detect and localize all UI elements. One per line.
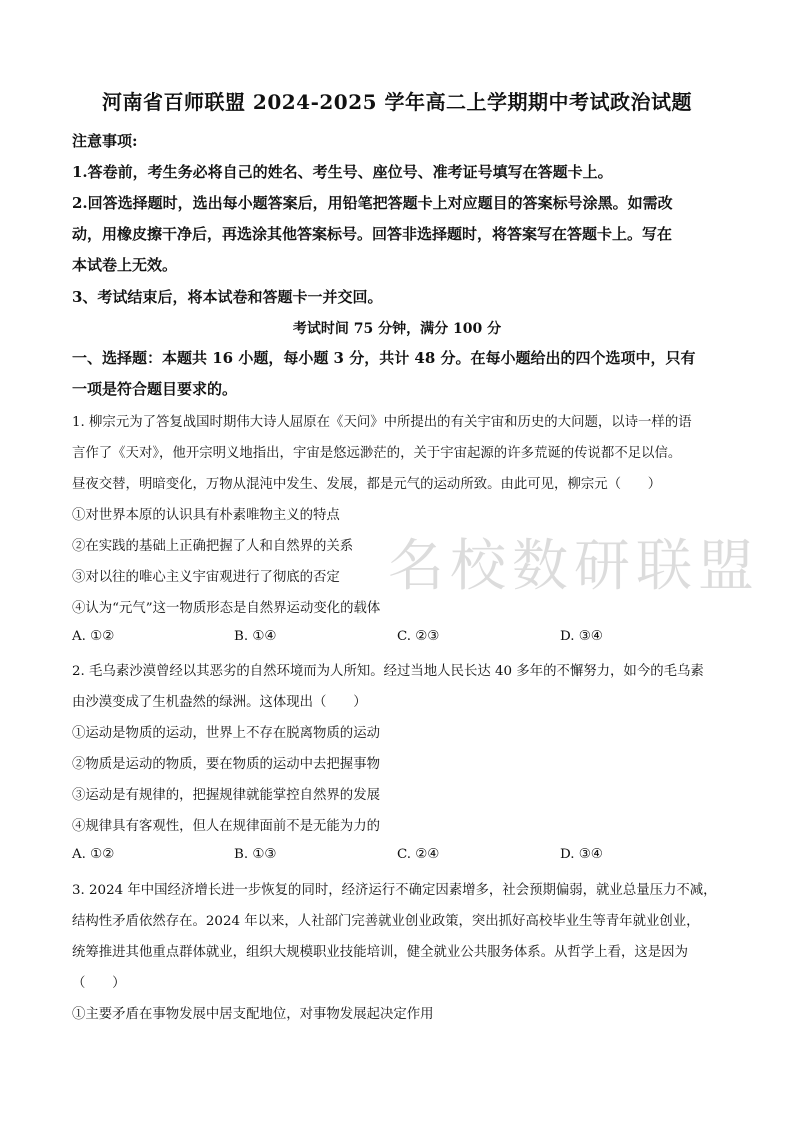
- option-a[interactable]: A. ①②: [72, 629, 115, 644]
- notice-item: 2.回答选择题时，选出每小题答案后，用铅笔把答题卡上对应题目的答案标号涂黑。如需改: [72, 194, 673, 212]
- question-stem: 统筹推进其他重点群体就业，组织大规模职业技能培训，健全就业公共服务体系。从哲学上看，这是因为: [72, 945, 688, 960]
- question-stem: 3. 2024 年中国经济增长进一步恢复的同时，经济运行不确定因素增多，社会预期偏弱，就业总量压力不减，: [72, 883, 717, 898]
- page-title: 河南省百师联盟 2024-2025 学年高二上学期期中考试政治试题: [101, 90, 693, 114]
- statement: ③对以往的唯心主义宇宙观进行了彻底的否定: [72, 570, 340, 585]
- statement: ④认为“元气”这一物质形态是自然界运动变化的载体: [72, 601, 381, 616]
- question-stem: 由沙漠变成了生机盎然的绿洲。这体现出（ ）: [72, 695, 367, 710]
- statement: ④规律具有客观性，但人在规律面前不是无能为力的: [72, 819, 380, 834]
- notice-item: 1.答卷前，考生务必将自己的姓名、考生号、座位号、准考证号填写在答题卡上。: [72, 163, 613, 181]
- watermark: 名校数研联盟: [388, 534, 760, 599]
- question-stem: 结构性矛盾依然存在。2024 年以来，人社部门完善就业创业政策，突出抓好高校毕业生等青年就业创业，: [72, 914, 700, 929]
- option-a[interactable]: A. ①②: [72, 847, 115, 862]
- statement: ③运动是有规律的，把握规律就能掌控自然界的发展: [72, 788, 380, 803]
- notice-heading: 注意事项:: [72, 132, 138, 150]
- statement: ①运动是物质的运动，世界上不存在脱离物质的运动: [72, 726, 380, 741]
- option-c[interactable]: C. ②③: [397, 629, 440, 644]
- question-stem: 2. 毛乌素沙漠曾经以其恶劣的自然环境而为人所知。经过当地人民长达 40 多年的不懈努力，如今的毛乌素: [72, 664, 704, 679]
- statement: ②物质是运动的物质，要在物质的运动中去把握事物: [72, 757, 380, 772]
- statement: ①主要矛盾在事物发展中居支配地位，对事物发展起决定作用: [72, 1007, 434, 1022]
- notice-item: 动，用橡皮擦干净后，再选涂其他答案标号。回答非选择题时，将答案写在答题卡上。写在: [72, 225, 673, 243]
- section-heading: 一项是符合题目要求的。: [72, 380, 238, 398]
- question-stem: （ ）: [72, 976, 126, 991]
- question-stem: 昼夜交替，明暗变化，万物从混沌中发生、发展，都是元气的运动所致。由此可见，柳宗元（ ）: [72, 477, 662, 492]
- option-d[interactable]: D. ③④: [560, 629, 603, 644]
- exam-info: 考试时间 75 分钟，满分 100 分: [292, 321, 502, 337]
- option-b[interactable]: B. ①④: [234, 629, 277, 644]
- notice-item: 本试卷上无效。: [72, 256, 178, 274]
- section-heading: 一、选择题：本题共 16 小题，每小题 3 分，共计 48 分。在每小题给出的四个选项中，只有: [72, 349, 696, 367]
- option-c[interactable]: C. ②④: [397, 847, 440, 862]
- statement: ①对世界本原的认识具有朴素唯物主义的特点: [72, 508, 340, 523]
- option-d[interactable]: D. ③④: [560, 847, 603, 862]
- statement: ②在实践的基础上正确把握了人和自然界的关系: [72, 539, 354, 554]
- notice-item: 3、考试结束后，将本试卷和答题卡一并交回。: [72, 288, 383, 306]
- question-stem: 言作了《天对》，他开宗明义地指出，宇宙是悠远渺茫的，关于宇宙起源的许多荒诞的传说都不足以信。: [72, 446, 682, 461]
- option-b[interactable]: B. ①③: [234, 847, 277, 862]
- question-stem: 1. 柳宗元为了答复战国时期伟大诗人屈原在《天问》中所提出的有关宇宙和历史的大问题，以诗一样的语: [72, 415, 692, 430]
